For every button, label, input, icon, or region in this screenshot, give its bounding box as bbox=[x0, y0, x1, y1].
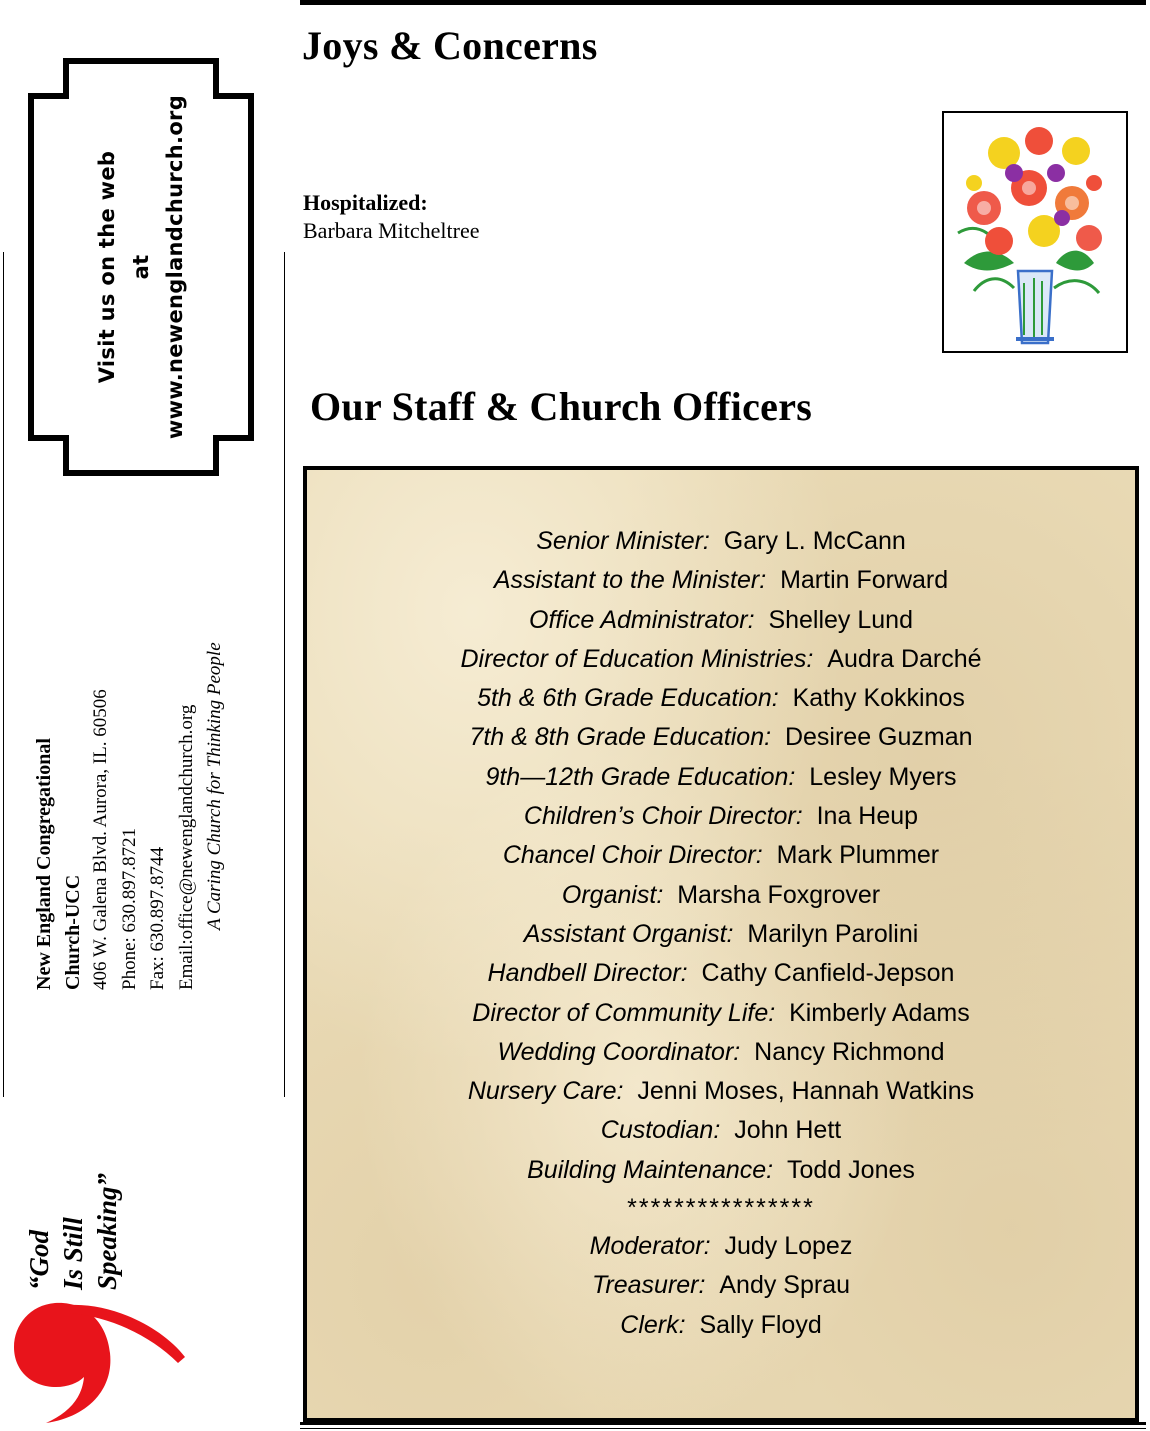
staff-role: Organist: bbox=[561, 880, 664, 909]
ucc-comma-logo bbox=[10, 1295, 185, 1425]
staff-role: Office Administrator: bbox=[529, 605, 755, 634]
website-line-2: at bbox=[129, 254, 153, 280]
church-name-2: Church-UCC bbox=[61, 874, 84, 990]
church-email[interactable]: Email:office@newenglandchurch.org bbox=[175, 704, 197, 990]
staff-role: Treasurer: bbox=[592, 1271, 706, 1300]
staff-title: Our Staff & Church Officers bbox=[310, 384, 813, 429]
staff-role: Clerk: bbox=[620, 1310, 686, 1339]
staff-row bbox=[307, 797, 1135, 836]
staff-role: 7th & 8th Grade Education: bbox=[469, 723, 772, 752]
staff-row bbox=[307, 561, 1135, 600]
website-line-1: Visit us on the web bbox=[95, 150, 119, 384]
staff-role: Children’s Choir Director: bbox=[523, 802, 803, 831]
staff-row bbox=[307, 954, 1135, 993]
staff-name: Nancy Richmond bbox=[754, 1037, 945, 1066]
staff-row bbox=[307, 1033, 1135, 1072]
staff-row bbox=[307, 915, 1135, 954]
staff-name: Desiree Guzman bbox=[784, 723, 973, 752]
church-name: New England Congregational bbox=[33, 738, 55, 990]
joys-title: Joys & Concerns bbox=[302, 23, 598, 68]
staff-role: 5th & 6th Grade Education: bbox=[477, 684, 779, 713]
staff-role: Moderator: bbox=[589, 1232, 711, 1261]
staff-role: Assistant to the Minister: bbox=[493, 566, 767, 595]
staff-name: Jenni Moses, Hannah Watkins bbox=[637, 1077, 975, 1106]
hospitalized-label: Hospitalized: bbox=[303, 190, 428, 215]
flower-vase-illustration bbox=[942, 111, 1128, 353]
staff-role: Handbell Director: bbox=[487, 959, 688, 988]
staff-name: Gary L. McCann bbox=[723, 527, 906, 555]
left-divider bbox=[3, 252, 4, 1097]
staff-name: Ina Heup bbox=[816, 802, 919, 831]
church-street: 406 W. Galena Blvd. Aurora, IL. 60506 bbox=[90, 689, 111, 990]
staff-panel bbox=[303, 466, 1139, 1422]
staff-name: Martin Forward bbox=[780, 566, 949, 595]
staff-role: Chancel Choir Director: bbox=[502, 841, 763, 870]
website-box bbox=[28, 58, 254, 476]
staff-role: 9th—12th Grade Education: bbox=[485, 762, 796, 791]
staff-name: Marilyn Parolini bbox=[747, 919, 919, 948]
staff-name: Audra Darché bbox=[827, 644, 982, 673]
church-address bbox=[30, 540, 230, 990]
staff-name: Mark Plummer bbox=[776, 841, 940, 870]
staff-role: Nursery Care: bbox=[467, 1077, 624, 1106]
staff-name: Kathy Kokkinos bbox=[792, 684, 965, 713]
slogan-line-1: “God bbox=[24, 1230, 54, 1290]
staff-name: John Hett bbox=[734, 1116, 842, 1145]
staff-row bbox=[307, 994, 1135, 1033]
staff-name: Sally Floyd bbox=[699, 1310, 822, 1339]
website-text bbox=[90, 87, 192, 447]
staff-row bbox=[307, 758, 1135, 797]
staff-name: Marsha Foxgrover bbox=[677, 880, 881, 909]
bottom-rule bbox=[300, 1422, 1146, 1425]
staff-row bbox=[307, 1072, 1135, 1111]
staff-row bbox=[307, 640, 1135, 679]
church-tagline: A Caring Church for Thinking People bbox=[204, 642, 225, 930]
staff-row bbox=[307, 601, 1135, 640]
staff-name: Todd Jones bbox=[787, 1155, 915, 1184]
right-divider bbox=[284, 252, 285, 1097]
staff-row bbox=[307, 1227, 1135, 1266]
slogan bbox=[22, 1090, 124, 1290]
staff-row bbox=[307, 679, 1135, 718]
website-url[interactable]: www.newenglandchurch.org bbox=[163, 94, 187, 440]
staff-role: Custodian: bbox=[600, 1116, 721, 1145]
hospitalized-name: Barbara Mitcheltree bbox=[303, 218, 480, 243]
slogan-line-3: Speaking” bbox=[92, 1172, 122, 1290]
staff-name: Andy Sprau bbox=[719, 1271, 850, 1300]
staff-name: Shelley Lund bbox=[768, 605, 913, 634]
staff-name: Judy Lopez bbox=[724, 1232, 853, 1261]
staff-row bbox=[307, 1151, 1135, 1190]
staff-name: Lesley Myers bbox=[809, 762, 957, 791]
church-fax: Fax: 630.897.8744 bbox=[147, 846, 168, 990]
staff-name: Kimberly Adams bbox=[789, 998, 970, 1027]
bottom-rule-thin bbox=[300, 1428, 1146, 1429]
staff-role: Senior Minister: bbox=[536, 527, 710, 555]
staff-list bbox=[307, 522, 1135, 1345]
top-rule bbox=[300, 0, 1146, 5]
staff-role: Director of Education Ministries: bbox=[460, 644, 814, 673]
staff-row bbox=[307, 522, 1135, 561]
church-phone: Phone: 630.897.8721 bbox=[118, 827, 140, 990]
staff-row bbox=[307, 718, 1135, 757]
staff-name: Cathy Canfield-Jepson bbox=[701, 959, 955, 988]
staff-role: Building Maintenance: bbox=[527, 1155, 774, 1184]
staff-row bbox=[307, 836, 1135, 875]
staff-role: Assistant Organist: bbox=[523, 919, 734, 948]
staff-role: Wedding Coordinator: bbox=[497, 1037, 741, 1066]
staff-role: Director of Community Life: bbox=[472, 998, 776, 1027]
slogan-line-2: Is Still bbox=[58, 1217, 88, 1290]
staff-row bbox=[307, 876, 1135, 915]
staff-row bbox=[307, 1111, 1135, 1150]
staff-row bbox=[307, 1306, 1135, 1345]
staff-separator: **************** bbox=[627, 1194, 815, 1223]
staff-row bbox=[307, 1266, 1135, 1305]
